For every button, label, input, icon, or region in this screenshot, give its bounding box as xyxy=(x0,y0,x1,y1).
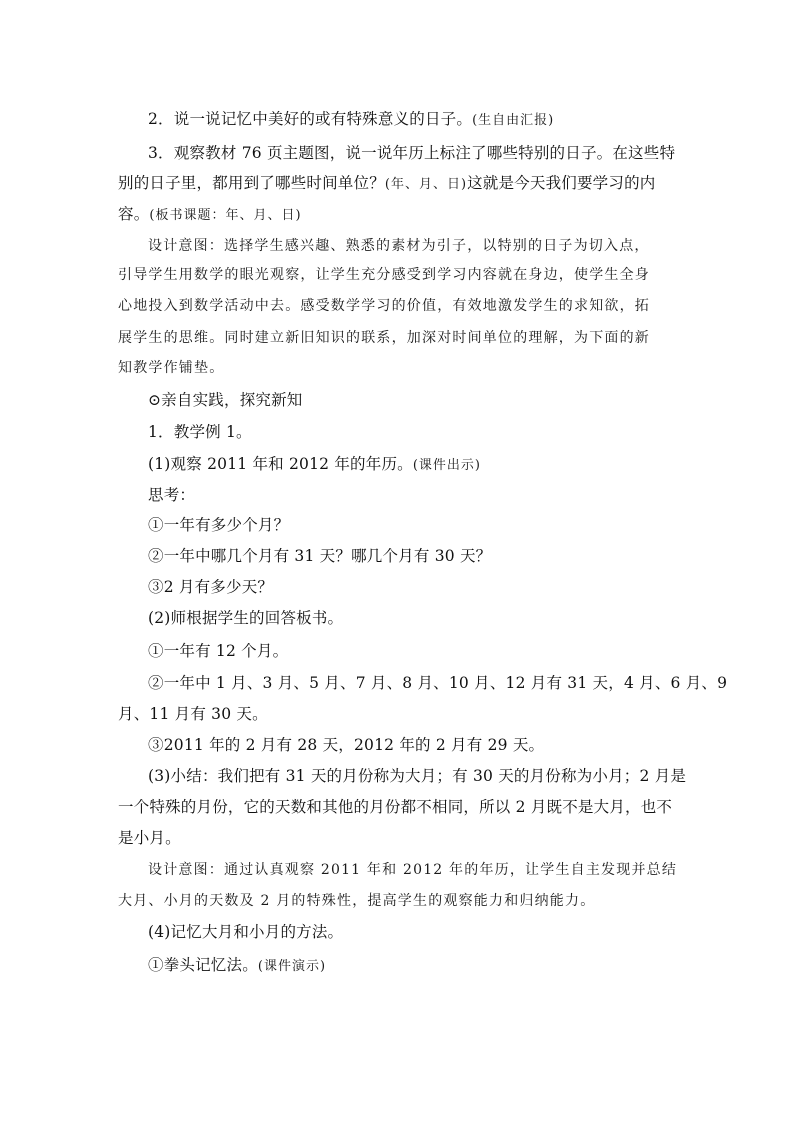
text-line xyxy=(118,704,268,724)
design-intent-line xyxy=(148,236,650,256)
line-text: 2．说一说记忆中美好的或有特殊意义的日子。 xyxy=(148,110,473,128)
line-text: 3．观察教材 76 页主题图，说一说年历上标注了哪些特别的日子。在这些特 xyxy=(148,144,676,162)
line-text: ①一年有 12 个月。 xyxy=(148,642,289,660)
line-text: 设计意图：通过认真观察 2011 年和 2012 年的年历，让学生自主发现并总结 xyxy=(148,862,678,878)
line-text: (2)师根据学生的回答板书。 xyxy=(148,609,344,627)
line-note: (生自由汇报) xyxy=(472,113,555,128)
design-intent-line xyxy=(118,328,650,348)
text-line xyxy=(148,422,252,442)
line-text: 一个特殊的月份，它的天数和其他的月份都不相同，所以 2 月既不是大月，也不 xyxy=(118,798,673,816)
text-line xyxy=(148,608,343,628)
line-text: (3)小结：我们把有 31 天的月份称为大月；有 30 天的月份称为小月；2 月是 xyxy=(148,767,687,785)
line-text: 知教学作铺垫。 xyxy=(118,360,225,376)
line-text: 月、11 月有 30 天。 xyxy=(118,705,268,723)
line-text: 展学生的思维。同时建立新旧知识的联系，加深对时间单位的理解，为下面的新 xyxy=(118,330,650,346)
line-text: 别的日子里，都用到了哪些时间单位？ xyxy=(118,174,385,192)
line-text: 思考： xyxy=(148,486,196,504)
line-text: ③2011 年的 2 月有 28 天，2012 年的 2 月有 29 天。 xyxy=(148,736,545,754)
section-heading xyxy=(148,390,303,410)
line-text: (1)观察 2011 年和 2012 年的年历。 xyxy=(148,455,413,473)
line-text: 大月、小月的天数及 2 月的特殊性，提高学生的观察能力和归纳能力。 xyxy=(118,893,596,909)
text-line xyxy=(148,109,554,131)
line-text: ③2 月有多少天？ xyxy=(148,578,274,596)
design-intent-line xyxy=(148,860,677,880)
text-line xyxy=(118,828,181,848)
text-line xyxy=(148,735,544,755)
text-line xyxy=(148,546,491,566)
line-text: ②一年中哪几个月有 31 天？哪几个月有 30 天？ xyxy=(148,547,492,565)
line-text: 心地投入到数学活动中去。感受数学学习的价值，有效地激发学生的求知欲，拓 xyxy=(118,298,650,314)
text-line xyxy=(148,485,195,505)
line-text: 容。 xyxy=(118,205,150,223)
text-line xyxy=(148,673,727,693)
line-note: (年、月、日) xyxy=(384,177,468,192)
line-text-continued: 这就是今天我们要学习的内 xyxy=(467,174,656,192)
text-line xyxy=(148,955,326,977)
line-text: 引导学生用数学的眼光观察，让学生充分感受到学习内容就在身边，使学生全身 xyxy=(118,267,650,283)
text-line xyxy=(148,577,273,597)
text-line xyxy=(118,173,655,195)
line-text: ①一年有多少个月？ xyxy=(148,516,290,534)
line-note: (课件出示) xyxy=(412,458,482,473)
text-line xyxy=(148,766,686,786)
design-intent-line xyxy=(118,265,650,285)
text-line xyxy=(118,797,672,817)
design-intent-line xyxy=(118,358,224,378)
line-text: 是小月。 xyxy=(118,829,181,847)
line-text: ②一年中 1 月、3 月、5 月、7 月、8 月、10 月、12 月有 31 天，4 月、6 月、9 xyxy=(148,674,728,692)
line-text: 1．教学例 1。 xyxy=(148,423,252,441)
text-line xyxy=(148,143,675,163)
line-note: (板书课题：年、月、日) xyxy=(149,208,302,223)
text-line xyxy=(148,922,343,942)
design-intent-line xyxy=(118,296,650,316)
line-note: (课件演示) xyxy=(257,959,327,974)
text-line xyxy=(148,515,289,535)
line-text: (4)记忆大月和小月的方法。 xyxy=(148,923,344,941)
line-text: ⊙亲自实践，探究新知 xyxy=(148,391,303,409)
design-intent-line xyxy=(118,891,595,911)
line-text: ①拳头记忆法。 xyxy=(148,956,258,974)
text-line xyxy=(148,641,288,661)
text-line xyxy=(148,454,481,476)
text-line xyxy=(118,204,302,226)
line-text: 设计意图：选择学生感兴趣、熟悉的素材为引子，以特别的日子为切入点， xyxy=(148,238,650,254)
